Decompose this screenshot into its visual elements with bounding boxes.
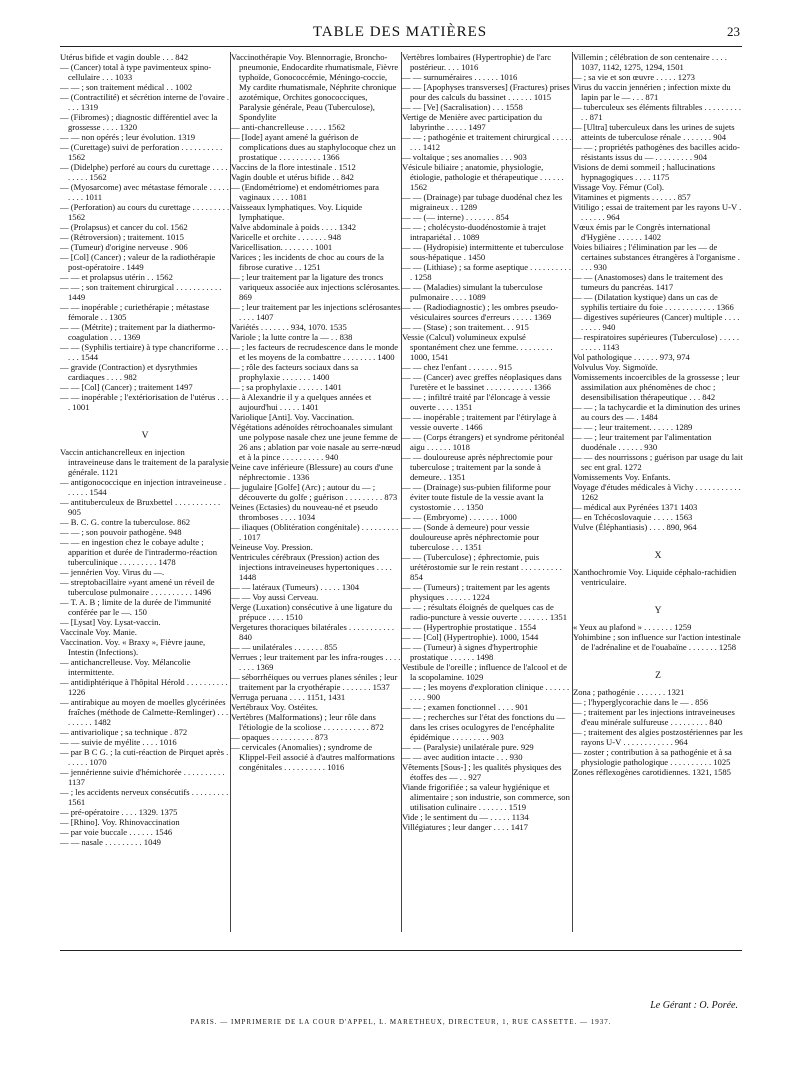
index-entry: — [Iode] ayant amené la guérison de complications dues au staphylocoque chez un prostatique . . . . . . . . . . 1366 (231, 132, 396, 162)
index-entry: — — (Tumeur) à signes d'hypertrophie prostatique . . . . . . 1498 (402, 642, 538, 662)
index-entry: — — inopérable ; l'extériorisation de l'utérus . . . . 1001 (60, 392, 229, 412)
index-entry: — — inopérable ; curiethérapie ; métastase fémorale . . 1305 (60, 302, 210, 322)
index-entry: — — avec audition intacte . . . 930 (402, 752, 523, 762)
index-entry: Varicelle et orchite . . . . . . . 948 (231, 232, 342, 242)
section-gap (573, 532, 743, 544)
index-entry: — — (Drainage) par tubage duodénal chez les migraineux . . 1289 (402, 192, 563, 212)
index-entry: — — ; la tachycardie et la diminution des urines au cours des — . 1484 (573, 402, 741, 422)
page-title: TABLE DES MATIÈRES (312, 24, 488, 40)
index-entry: Vaccination. Voy. « Braxy », Fièvre jaune, Intestin (Infections). (60, 637, 206, 657)
index-entry: — en Tchécoslovaquie . . . . . 1563 (573, 512, 693, 522)
index-entry: Yohimbine ; son influence sur l'action intestinale de l'adrénaline et de l'ouabaïne . . . . . . . 1258 (573, 632, 741, 652)
section-gap (60, 412, 230, 424)
index-entry: Vide ; le sentiment du — . . . . . 1134 (402, 812, 529, 822)
index-entry: — antivariolique ; sa technique . 872 (60, 727, 188, 737)
index-entry: — — (Hypertrophie prostatique . 1554 (402, 622, 537, 632)
index-entry: Vessie (Calcul) volumineux expulsé spontanément chez une femme. . . . . . . . . 1000, 1541 (402, 332, 553, 362)
index-entry: Vol pathologique . . . . . . 973, 974 (573, 352, 690, 362)
index-entry: — — (Embryome) . . . . . . . 1000 (402, 512, 517, 522)
index-entry: Verruga peruana . . . . 1151, 1431 (231, 692, 346, 702)
index-entry: — [Rhino]. Voy. Rhinovaccination (60, 817, 180, 827)
page-header (60, 24, 740, 46)
index-entry: — — et prolapsus utérin . . 1562 (60, 272, 173, 282)
index-entry: — pré-opératoire . . . . 1329. 1375 (60, 807, 178, 817)
index-entry: Volvulus Voy. Sigmoïde. (573, 362, 658, 372)
index-entry: Vertébraux Voy. Ostéites. (231, 702, 318, 712)
index-entry: Zona ; pathogénie . . . . . . . 1321 (573, 687, 685, 697)
index-entry: Vaccin antichancrelleux en injection intraveineuse dans le traitement de la paralysie générale. 1121 (60, 447, 229, 477)
index-column-3 (402, 52, 572, 932)
index-entry: — — [Apophyses transverses] (Fractures) prises pour des calculs du bassinet . . . . . . 1015 (402, 82, 570, 102)
index-entry: — — (Corps étrangers) et syndrome péritonéal aigu . . . . . . 1018 (402, 432, 565, 452)
index-entry: Variole ; la lutte contre la — . . 838 (231, 332, 353, 342)
index-entry: — ; traitement par les injections intraveineuses d'eau minérale sulfureuse . . . . . . . . . 840 (573, 707, 735, 727)
index-entry: — — (Sonde à demeure) pour vessie douloureuse après néphrectomie pour tuberculose . . . 1351 (402, 522, 540, 552)
bottom-rule (60, 950, 742, 951)
index-entry: — [Ultra] tuberculeux dans les urines de sujets atteints de tuberculose rénale . . . . . . . 904 (573, 122, 735, 142)
index-entry: — — ; résultats éloignés de quelques cas de radio-puncture à vessie ouverte . . . . . . . 1351 (402, 602, 568, 622)
index-entry: — — (Radiodiagnostic) ; les ombres pseudo-vésiculaires sources d'erreurs . . . . . 1369 (402, 302, 559, 322)
index-entry: — — (Anastomoses) dans le traitement des tumeurs du pancréas. 1417 (573, 272, 723, 292)
index-entry: Vertèbres (Malformations) ; leur rôle dans l'étiologie de la scoliose . . . . . . . . . . . 872 (231, 712, 384, 732)
index-entry: — (Curettage) suivi de perforation . . . . . . . . . . 1562 (60, 142, 223, 162)
index-entry: — — surnuméraires . . . . . . 1016 (402, 72, 518, 82)
index-entry: — anti-chancrelleuse . . . . . 1562 (231, 122, 346, 132)
index-entry: Vaccins de la flore intestinale . 1512 (231, 162, 356, 172)
index-entry: — par voie buccale . . . . . . 1546 (60, 827, 173, 837)
index-entry: — ; sa prophylaxie . . . . . . 1401 (231, 382, 342, 392)
index-entry: Virus du vaccin jennérien ; infection mixte du lapin par le — . . . 871 (573, 82, 731, 102)
index-entry: — iliaques (Oblitération congénitale) . . . . . . . . . . 1017 (231, 522, 399, 542)
index-entry: — — (Métrite) ; traitement par la diathermo-coagulation . . . 1369 (60, 322, 216, 342)
index-entry: — (Contractilité) et sécrétion interne de l'ovaire . . . . 1319 (60, 92, 230, 112)
index-entry: — digestives supérieures (Cancer) multiple . . . . . . . . . 940 (573, 312, 740, 332)
index-entry: — opaques . . . . . . . . . . 873 (231, 732, 328, 742)
index-entry: Verge (Luxation) consécutive à une ligature du prépuce . . . . 1510 (231, 602, 393, 622)
index-entry: Visions de demi sommeil ; hallucinations hypnagogiques . . . . 1175 (573, 162, 715, 182)
index-entry: Vésicule biliaire ; anatomie, physiologie, étiologie, pathologie et thérapeutique . . . . . . 1562 (402, 162, 564, 192)
index-entry: — — ; cholécysto-duodénostomie à trajet intrapariétal . . 1089 (402, 222, 546, 242)
index-entry: Zones réflexogènes carotidiennes. 1321, 1585 (573, 767, 731, 777)
index-entry: Vêtements [Sous-] ; les qualités physiques des étoffes des — . . 927 (402, 762, 562, 782)
index-entry: Vissage Voy. Fémur (Col). (573, 182, 664, 192)
index-entry: — — ; son traitement chirurgical . . . . . . . . . . . 1449 (60, 282, 222, 302)
index-entry: — — ; infiltré traité par l'éloncage à vessie ouverte . . . . 1351 (402, 392, 551, 412)
index-entry: « Yeux au plafond » . . . . . . . 1259 (573, 622, 692, 632)
index-entry: Variétés . . . . . . . 934, 1070. 1535 (231, 322, 347, 332)
index-entry: — — [Col] (Cancer) ; traitement 1497 (60, 382, 193, 392)
index-entry: — — unilatérales . . . . . . . 855 (231, 642, 338, 652)
index-entry: — cervicales (Anomalies) ; syndrome de Klippel-Feil associé à d'autres malformations congénitales . . . . . . . . . . 1016 (231, 742, 395, 772)
index-entry: — antigonococcique en injection intraveineuse . . . . . . 1544 (60, 477, 227, 497)
index-entry: — jennérienne suivie d'hémichorée . . . . . . . . . . 1137 (60, 767, 225, 787)
index-entry: Végétations adénoïdes rétrochoanales simulant une polypose nasale chez une jeune femme de 26 ans ; ablation par voie nasale au serre-nœud et à la pince . . . . . . . . . . 940 (231, 422, 401, 462)
index-entry: Vaisseaux lymphatiques. Voy. Liquide lymphatique. (231, 202, 363, 222)
index-entry: — (Myosarcome) avec métastase fémorale . . . . . . . . . 1011 (60, 182, 229, 202)
index-entry: — ; sa vie et son œuvre . . . . . 1273 (573, 72, 695, 82)
index-entry: Variolique [Anti]. Voy. Vaccination. (231, 412, 355, 422)
index-entry: — — (Drainage) sus-pubien filiforme pour éviter toute fistule de la vessie avant la cystostomie . . . 1350 (402, 482, 551, 512)
index-entry: — (Perforation) au cours du curettage . . . . . . . . . 1562 (60, 202, 230, 222)
index-entry: — zoster ; contribution à sa pathogénie et à sa physiologie pathologique . . . . . . . . . . 1025 (573, 747, 732, 767)
index-entry: — séborrhéiques ou verrues planes séniles ; leur traitement par la cryothérapie . . . . . . . 1537 (231, 672, 398, 692)
index-entry: — — (Lithiase) ; sa forme aseptique . . . . . . . . . . . 1258 (402, 262, 571, 282)
index-entry: Vomissements incoercibles de la grossesse ; leur assimilation aux phénomènes de choc ; desensibilisation thérapeutique . . . 842 (573, 372, 740, 402)
index-entry: — — (Tumeurs) ; traitement par les agents physiques . . . . . . 1224 (402, 582, 550, 602)
index-entry: Vaccinothérapie Voy. Blennorragie, Broncho-pneumonie, Endocardite rhumatismale, Fièvre typhoïde, Gonococcémie, Méningo-coccie, My cardite rhumatismale, Néphrite chronique azotémique, Orchites gonococciques, Paralysie générale, Peau (Tuberculose), Spondylite (231, 52, 399, 122)
section-letter: V (141, 431, 149, 441)
column-divider (401, 52, 402, 932)
index-entry: — antichancrelleuse. Voy. Mélancolie intermittente. (60, 657, 191, 677)
index-entry: Vomissements Voy. Enfants. (573, 472, 671, 482)
index-entry: — (Didelphe) perforé au cours du curettage . . . . . . . . . 1562 (60, 162, 228, 182)
index-entry: — — (Dilatation kystique) dans un cas de syphilis tertiaire du foie . . . . . . . . . . . . 1366 (573, 292, 734, 312)
manager-signature: Le Gérant : O. Porée. (650, 1000, 738, 1011)
index-entry: — — non opérés ; leur évolution. 1319 (60, 132, 196, 142)
index-entry: — [Lysat] Voy. Lysat-vaccin. (60, 617, 161, 627)
index-entry: Varices ; les incidents de choc au cours de la fibrose curative . . 1251 (231, 252, 384, 272)
index-entry: Voyage d'études médicales à Vichy . . . . . . . . . . . 1262 (573, 482, 741, 502)
index-column-1 (60, 52, 230, 932)
index-entry: Veine cave inférieure (Blessure) au cours d'une néphrectomie . 1336 (231, 462, 393, 482)
index-entry: — B. C. G. contre la tuberculose. 862 (60, 517, 191, 527)
index-entry: — — (Cancer) avec greffes néoplasiques dans l'uretère et le bassinet . . . . . . . . . . . 1366 (402, 372, 562, 392)
section-letter: X (654, 551, 662, 561)
index-entry: Varicellisation. . . . . . . . 1001 (231, 242, 333, 252)
index-entry: — — en ingestion chez le cobaye adulte ; apparition et durée de l'intradermo-réaction tuberculinique . . . . . . . . . 1478 (60, 537, 218, 567)
index-entry: — — douloureuse après néphrectomie pour tuberculose ; traitement par la sonde à demeure. . 1351 (402, 452, 553, 482)
header-rule (60, 46, 742, 47)
index-entry: Utérus bifide et vagin double . . . 842 (60, 52, 189, 62)
section-gap (573, 587, 743, 599)
index-entry: — (Prolapsus) et cancer du col. 1562 (60, 222, 188, 232)
index-entry: Valve abdominale à poids . . . . 1342 (231, 222, 357, 232)
index-entry: Vestibule de l'oreille ; influence de l'alcool et de la scopolamine. 1029 (402, 662, 567, 682)
index-entry: — jennérien Voy. Virus du —. (60, 567, 165, 577)
index-entry: Vergetures thoraciques bilatérales . . . . . . . . . . . 840 (231, 622, 395, 642)
index-entry: Verrues ; leur traitement par les infra-rouges . . . . . . . . 1369 (231, 652, 401, 672)
index-entry: — (Cancer) total à type pavimenteux spino-cellulaire . . . 1033 (60, 62, 212, 82)
index-entry: — streptobacillaire »yant amené un réveil de tuberculose pulmonaire . . . . . . . . . . 1496 (60, 577, 215, 597)
index-entry: — jugulaire [Golfe] (Arc) ; autour du — ; découverte du golfe ; guérison . . . . . . . . . 873 (231, 482, 398, 502)
index-entry: — (Endométriome) et endométriomes para vaginaux . . . . 1081 (231, 182, 379, 202)
index-entry: — — [Col] (Hypertrophie). 1000, 1544 (402, 632, 539, 642)
page-number: 23 (727, 24, 740, 39)
index-entry: Vertèbres lombaires (Hypertrophie) de l'arc postérieur. . . . 1016 (402, 52, 552, 72)
index-entry: — — ; examen fonctionnel . . . . 901 (402, 702, 529, 712)
index-entry: Vertige de Menière avec participation du labyrinthe . . . . . 1497 (402, 112, 543, 132)
index-entry: — ; leur traitement par les injections sclérosantes . . . . 1407 (231, 302, 401, 322)
index-entry: — — ; son traitement médical . . 1002 (60, 82, 193, 92)
index-entry: — antirabique au moyen de moelles glycérinées fraîches (méthode de Calmette-Remlinger) . . . . . . . . . 1482 (60, 697, 229, 727)
column-divider (572, 52, 573, 932)
index-entry: — (Rétroversion) ; traitement. 1015 (60, 232, 184, 242)
index-entry: Voies biliaires ; l'élimination par les — de certaines substances étrangères à l'organisme . . . . 930 (573, 242, 740, 272)
index-entry: — (Tumeur) d'origine nerveuse . 906 (60, 242, 188, 252)
index-entry: Vœux émis par le Congrès international d'Hygiène . . . . . . 1402 (573, 222, 711, 242)
section-gap (573, 652, 743, 664)
index-entry: — — inopérable ; traitement par l'étirylage à vessie ouverte . 1466 (402, 412, 557, 432)
index-entry: — par B C G. ; la cuti-réaction de Pirquet après . . . . . . 1070 (60, 747, 229, 767)
index-entry: — ; les accidents nerveux consécutifs . . . . . . . . . 1561 (60, 787, 229, 807)
index-entry: Vulve (Éléphantiasis) . . . . 890, 964 (573, 522, 697, 532)
index-entry: Veines (Ectasies) du nouveau-né et pseudo thromboses . . . . 1034 (231, 502, 378, 522)
index-entry: — (Fibromes) ; diagnostic différentiel avec la grossesse . . . . 1320 (60, 112, 218, 132)
index-entry: — T. A. B ; limite de la durée de l'immunité conférée par le —. 150 (60, 597, 212, 617)
index-entry: — médical aux Pyrénées 1371 1403 (573, 502, 698, 512)
index-entry: — — latéraux (Tumeurs) . . . . . 1304 (231, 582, 360, 592)
index-entry: — — chez l'enfant . . . . . . . 915 (402, 362, 512, 372)
index-entry: — — suivie de myélite . . . . 1016 (60, 737, 177, 747)
index-entry: — respiratoires supérieures (Tuberculose) . . . . . . . . . . 1143 (573, 332, 740, 352)
index-entry: — ; rôle des facteurs sociaux dans sa prophylaxie . . . . . . . 1400 (231, 362, 359, 382)
index-entry: — — (Syphilis tertiaire) à type chancriforme . . . . . . 1544 (60, 342, 229, 362)
index-entry: — à Alexandrie il y a quelques années et aujourd'hui . . . . . 1401 (231, 392, 372, 412)
index-entry: — [Col] (Cancer) ; valeur de la radiothérapie post-opératoire . 1449 (60, 252, 216, 272)
index-entry: — voltaïque ; ses anomalies . . . 903 (402, 152, 527, 162)
index-entry: — ; leur traitement par la ligature des troncs variqueux associée aux injections sclérosantes. 869 (231, 272, 401, 302)
index-column-2 (231, 52, 401, 932)
index-entry: Vaccinale Voy. Manie. (60, 627, 137, 637)
index-entry: — — (Hydropisie) intermittente et tuberculose sous-hépatique . 1450 (402, 242, 564, 262)
index-entry: Vitamines et pigments . . . . . . 857 (573, 192, 691, 202)
index-entry: — ; les facteurs de recrudescence dans le monde et les moyens de la combattre . . . . . . . . 1400 (231, 342, 399, 362)
index-entry: — ; traitement des algies postzostériennes par les rayons U-V . . . . . . . . . . . . 964 (573, 727, 743, 747)
index-entry: — — des nourrissons ; guérison par usage du lait sec ent gral. 1272 (573, 452, 743, 472)
index-entry: — — Voy aussi Cerveau. (231, 592, 319, 602)
index-entry: — — nasale . . . . . . . . . 1049 (60, 837, 161, 847)
index-entry: — — ; son pouvoir pathogène. 948 (60, 527, 182, 537)
index-entry: Villemin ; célébration de son centenaire . . . . 1037, 1142, 1275, 1294, 1501 (573, 52, 727, 72)
index-entry: Veineuse Voy. Pression. (231, 542, 313, 552)
index-entry: — — ; les moyens d'exploration clinique . . . . . . . . . . 900 (402, 682, 570, 702)
index-entry: — — [Ve] (Sacralisation) . . . 1558 (402, 102, 523, 112)
index-entry: — — ; recherches sur l'état des fonctions du — dans les crises oculogyres de l'encéphalite épidémique . . . . . . . . . 903 (402, 712, 566, 742)
section-letter: Y (654, 606, 662, 616)
index-entry: — — (— interne) . . . . . . . 854 (402, 212, 509, 222)
index-entry: — gravide (Contraction) et dysrythmies cardiaques . . . . 982 (60, 362, 198, 382)
index-entry: Vagin double et utérus bifide . . 842 (231, 172, 354, 182)
index-entry: Viande frigorifiée ; sa valeur hygiénique et alimentaire ; son industrie, son commerce, son utilisation culinaire . . . . . . . 1519 (402, 782, 570, 812)
index-entry: — — ; pathogénie et traitement chirurgical . . . . . . . . 1412 (402, 132, 572, 152)
index-entry: Xanthochromie Voy. Liquide céphalo-rachidien ventriculaire. (573, 567, 737, 587)
printer-footer: PARIS. — IMPRIMERIE DE LA COUR D'APPEL, L. MARETHEUX, DIRECTEUR, 1, RUE CASSETTE. — 1937. (190, 1018, 612, 1026)
index-entry: — — ; leur traitement. . . . . . 1289 (573, 422, 693, 432)
index-entry: — ; l'hyperglycorachie dans le — . 856 (573, 697, 709, 707)
index-entry: — antidiphtérique à l'hôpital Hérold . . . . . . . . . . 1226 (60, 677, 228, 697)
section-letter: Z (655, 671, 661, 681)
index-entry: Ventricules cérébraux (Pression) action des injections intraveineuses hypertoniques . . . . 1448 (231, 552, 392, 582)
index-entry: — — (Tuberculose) ; éphrectomie, puis urétérostomie sur le rein restant . . . . . . . . . . 854 (402, 552, 562, 582)
index-entry: — — ; propriétés pathogènes des bacilles acido-résistants issus du — . . . . . . . . . 904 (573, 142, 740, 162)
index-entry: — — (Stase) ; son traitement. . . 915 (402, 322, 529, 332)
index-entry: — antituberculeux de Bruxbettel . . . . . . . . . . . 905 (60, 497, 221, 517)
index-entry: — — ; leur traitement par l'alimentation duodénale . . . . . . 930 (573, 432, 712, 452)
index-column-4 (573, 52, 743, 932)
column-divider (230, 52, 231, 932)
index-entry: Villégiatures ; leur danger . . . . 1417 (402, 822, 528, 832)
index-entry: — — (Paralysie) unilatérale pure. 929 (402, 742, 534, 752)
index-entry: — tuberculeux ses éléments filtrables . . . . . . . . . . . 871 (573, 102, 742, 122)
index-entry: Vitiligo ; essai de traitement par les rayons U-V . . . . . . . 964 (573, 202, 742, 222)
index-entry: — — (Maladies) simulant la tuberculose pulmonaire . . . . 1089 (402, 282, 543, 302)
